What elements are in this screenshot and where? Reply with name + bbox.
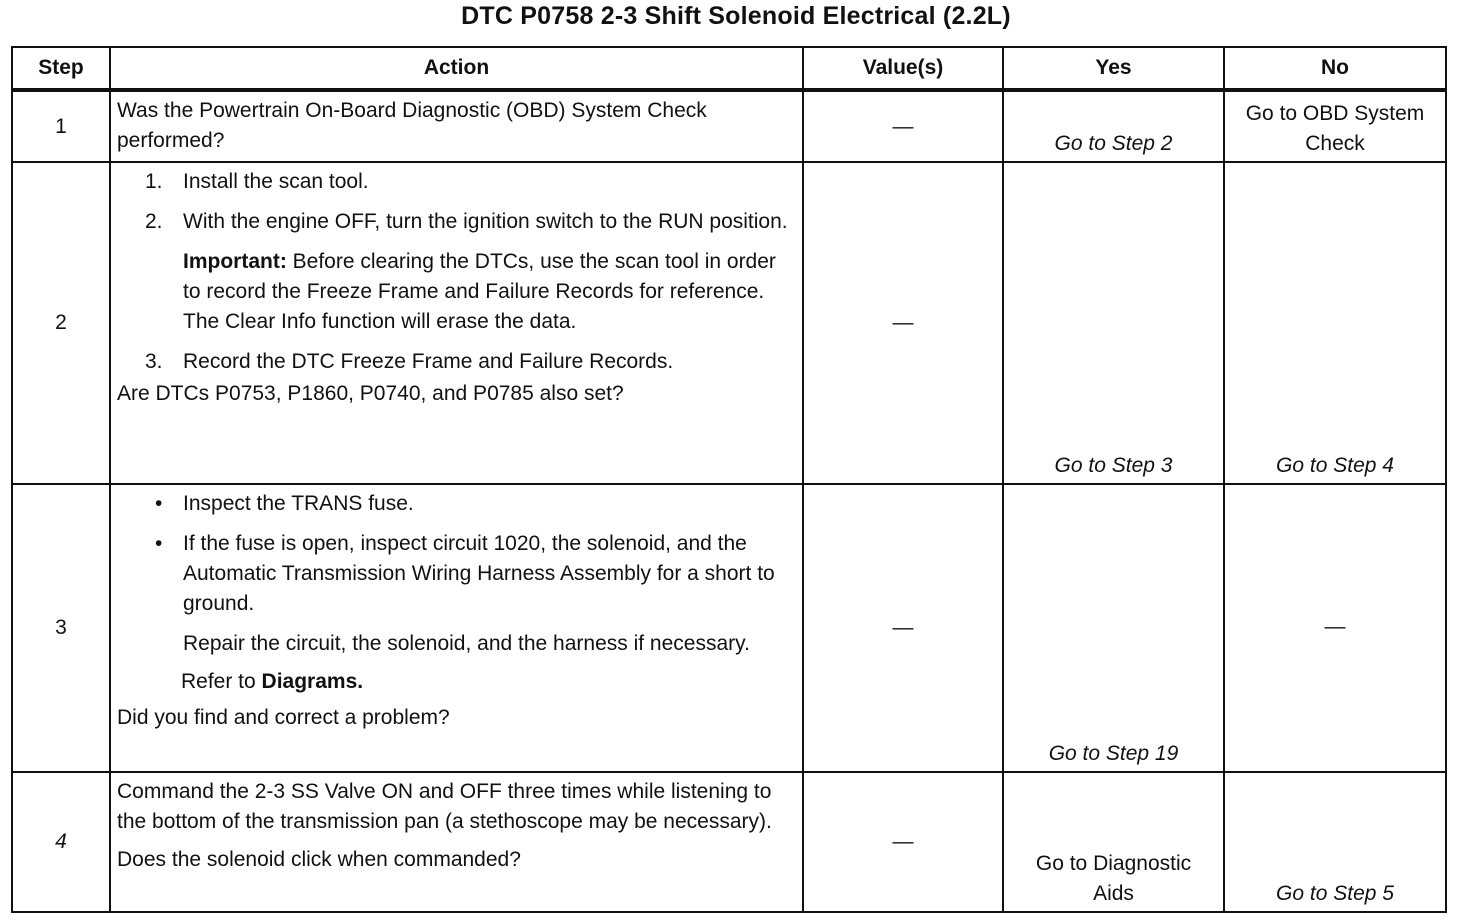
header-step: Step	[12, 47, 110, 90]
step-number: 3	[12, 484, 110, 772]
action-text: Was the Powertrain On-Board Diagnostic (OBD) System Check performed?	[110, 90, 803, 162]
list-item-text: With the engine OFF, turn the ignition switch to the RUN position.	[183, 210, 788, 233]
diagnostic-table	[11, 46, 1447, 913]
list-item-text: Inspect the TRANS fuse.	[183, 492, 414, 515]
list-item-text: Install the scan tool.	[183, 170, 369, 193]
no-cell: Go to Step 5	[1224, 772, 1446, 912]
list-item	[117, 207, 796, 237]
table-header-row	[12, 47, 1446, 90]
value-cell: —	[803, 162, 1003, 484]
important-note	[117, 247, 796, 337]
refer-note	[117, 667, 796, 697]
table-row	[12, 484, 1446, 772]
step-number: 1	[12, 90, 110, 162]
repair-instruction: Repair the circuit, the solenoid, and the harness if necessary.	[183, 632, 750, 655]
list-item	[117, 529, 796, 619]
list-item	[117, 347, 796, 377]
refer-prefix: Refer to	[181, 670, 262, 693]
yes-cell: Go to Step 2	[1003, 90, 1224, 162]
header-action: Action	[110, 47, 803, 90]
step-number: 4	[12, 772, 110, 912]
list-item-text: If the fuse is open, inspect circuit 1020, the solenoid, and the Automatic Transmission Wiring Harness Assembly for a short to ground.	[183, 532, 775, 615]
action-cell	[110, 162, 803, 484]
list-item-text: Record the DTC Freeze Frame and Failure Records.	[183, 350, 674, 373]
list-number: 3.	[145, 350, 163, 373]
yes-cell: Go to Step 3	[1003, 162, 1224, 484]
yes-cell: Go to Diagnostic Aids	[1003, 772, 1224, 912]
list-number: 1.	[145, 170, 163, 193]
numbered-list	[117, 347, 796, 377]
bullet-list	[117, 489, 796, 619]
action-question: Did you find and correct a problem?	[117, 706, 450, 729]
list-item	[117, 489, 796, 519]
list-item	[117, 167, 796, 197]
action-cell	[110, 772, 803, 912]
important-label: Important:	[183, 250, 287, 273]
action-question: Does the solenoid click when commanded?	[117, 848, 521, 871]
action-question: Are DTCs P0753, P1860, P0740, and P0785 also set?	[117, 382, 624, 405]
important-text: Before clearing the DTCs, use the scan tool in order to record the Freeze Frame and Failure Records for reference. The Clear Info function will erase the data.	[183, 250, 776, 333]
no-cell: Go to OBD System Check	[1224, 90, 1446, 162]
table-row	[12, 90, 1446, 162]
bullet-glyph: •	[155, 532, 163, 555]
no-cell: Go to Step 4	[1224, 162, 1446, 484]
table-row	[12, 162, 1446, 484]
yes-cell: Go to Step 19	[1003, 484, 1224, 772]
value-cell: —	[803, 484, 1003, 772]
action-text: Command the 2-3 SS Valve ON and OFF three times while listening to the bottom of the transmission pan (a stethoscope may be necessary).	[117, 780, 772, 833]
header-values: Value(s)	[803, 47, 1003, 90]
page-title: DTC P0758 2-3 Shift Solenoid Electrical (2.2L)	[461, 2, 1011, 30]
numbered-list	[117, 167, 796, 237]
no-cell: —	[1224, 484, 1446, 772]
bullet-glyph: •	[155, 492, 163, 515]
diagrams-reference: Diagrams.	[261, 670, 364, 693]
value-cell: —	[803, 772, 1003, 912]
header-yes: Yes	[1003, 47, 1224, 90]
value-cell: —	[803, 90, 1003, 162]
action-cell	[110, 484, 803, 772]
list-number: 2.	[145, 210, 163, 233]
table-row	[12, 772, 1446, 912]
header-no: No	[1224, 47, 1446, 90]
step-number: 2	[12, 162, 110, 484]
